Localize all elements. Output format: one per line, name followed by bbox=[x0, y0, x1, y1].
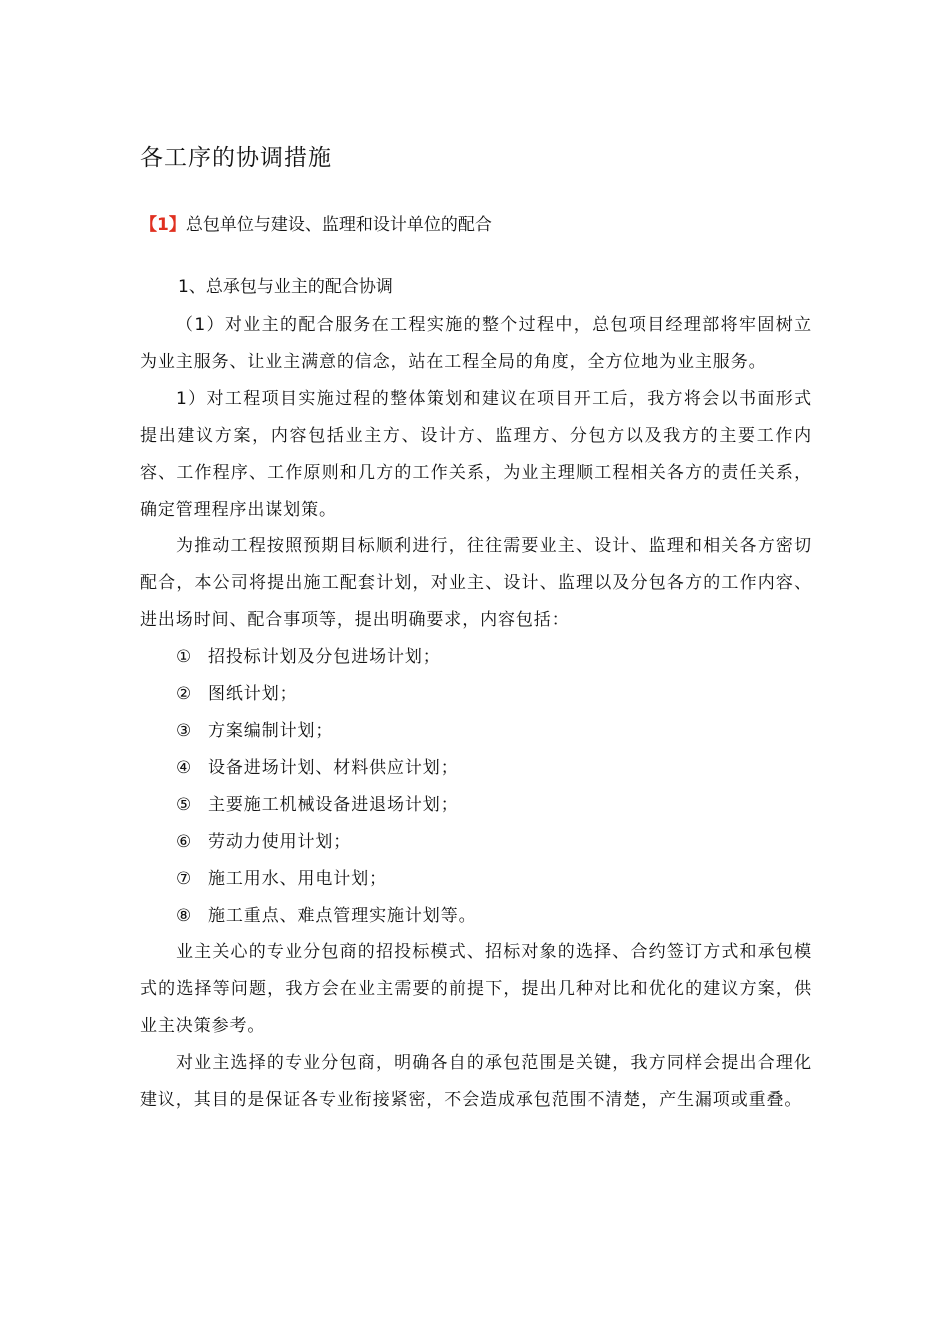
list-number: ⑤ bbox=[176, 794, 193, 815]
list-text: 施工用水、用电计划； bbox=[208, 868, 387, 889]
list-number: ⑧ bbox=[176, 905, 193, 926]
list-item bbox=[140, 713, 812, 750]
list-text: 施工重点、难点管理实施计划等。 bbox=[208, 905, 477, 926]
subsection-heading: 1、总承包与业主的配合协调 bbox=[178, 277, 393, 297]
list-item bbox=[140, 898, 812, 935]
paragraph: 对业主选择的专业分包商，明确各自的承包范围是关键，我方同样会提出合理化建议，其目的是保证各专业衔接紧密，不会造成承包范围不清楚，产生漏项或重叠。 bbox=[140, 1053, 812, 1111]
list-number: ② bbox=[176, 684, 193, 705]
list-number: ⑦ bbox=[176, 868, 193, 889]
list-text: 图纸计划； bbox=[208, 684, 298, 705]
document-body bbox=[140, 307, 812, 1119]
section-heading bbox=[140, 208, 492, 242]
list-number: ③ bbox=[176, 720, 193, 741]
paragraph: （1）对业主的配合服务在工程实施的整个过程中，总包项目经理部将牢固树立为业主服务、让业主满意的信念，站在工程全局的角度，全方位地为业主服务。 bbox=[140, 315, 812, 372]
list-text: 设备进场计划、材料供应计划； bbox=[208, 757, 459, 778]
list-text: 招投标计划及分包进场计划； bbox=[208, 647, 441, 668]
list-text: 主要施工机械设备进退场计划； bbox=[208, 794, 459, 815]
list-number: ① bbox=[176, 647, 193, 668]
list-item bbox=[140, 750, 812, 787]
list-item bbox=[140, 676, 812, 713]
paragraph: 业主关心的专业分包商的招投标模式、招标对象的选择、合约签订方式和承包模式的选择等问题，我方会在业主需要的前提下，提出几种对比和优化的建议方案，供业主决策参考。 bbox=[140, 942, 812, 1037]
list-item bbox=[140, 787, 812, 824]
section-heading-text: 总包单位与建设、监理和设计单位的配合 bbox=[185, 215, 492, 235]
section-marker: 【1】 bbox=[140, 215, 186, 235]
list-number: ⑥ bbox=[176, 831, 193, 852]
list-text: 方案编制计划； bbox=[208, 720, 334, 741]
paragraph: 1）对工程项目实施过程的整体策划和建议在项目开工后，我方将会以书面形式提出建议方案，内容包括业主方、设计方、监理方、分包方以及我方的主要工作内容、工作程序、工作原则和几方的工作关系，为业主理顺工程相关各方的责任关系，确定管理程序出谋划策。 bbox=[140, 388, 812, 520]
document-title: 各工序的协调措施 bbox=[140, 145, 332, 171]
list-number: ④ bbox=[176, 757, 193, 778]
list-item bbox=[140, 861, 812, 898]
list-item bbox=[140, 824, 812, 861]
list-item bbox=[140, 639, 812, 676]
list-text: 劳动力使用计划； bbox=[208, 831, 352, 852]
paragraph: 为推动工程按照预期目标顺利进行，往往需要业主、设计、监理和相关各方密切配合，本公司将提出施工配套计划，对业主、设计、监理以及分包各方的工作内容、进出场时间、配合事项等，提出明确要求，内容包括： bbox=[140, 536, 812, 631]
